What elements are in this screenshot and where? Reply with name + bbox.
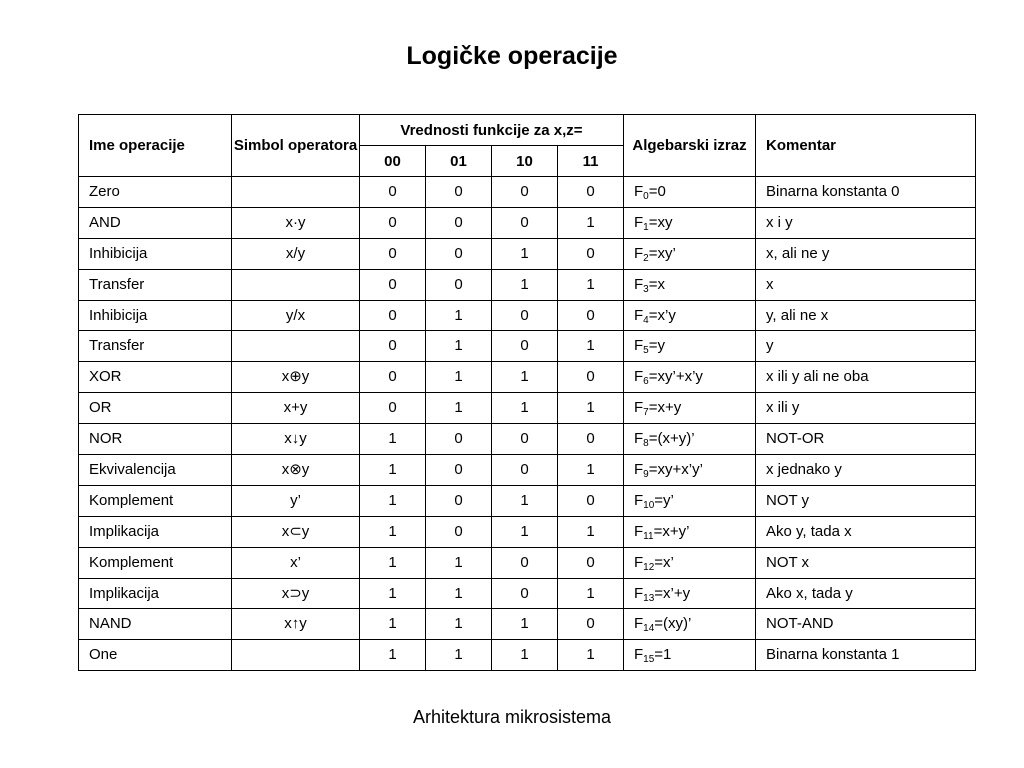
function-expression: =x’ bbox=[654, 553, 674, 571]
header-comment: Komentar bbox=[756, 115, 976, 177]
function-index: 3 bbox=[643, 283, 649, 295]
logic-operations-table bbox=[78, 114, 976, 671]
function-expression: =0 bbox=[648, 182, 666, 200]
cell-operator-symbol: y’ bbox=[232, 485, 360, 516]
cell-algebraic-expression bbox=[624, 269, 756, 300]
function-expression: =x’+y bbox=[654, 584, 691, 602]
cell-operation-name: Ekvivalencija bbox=[79, 455, 232, 486]
function-index: 13 bbox=[643, 592, 655, 604]
table-row bbox=[79, 455, 976, 486]
function-expression: =xy+x’y’ bbox=[648, 460, 703, 478]
cell-function-value: 0 bbox=[558, 300, 624, 331]
cell-function-value: 1 bbox=[558, 269, 624, 300]
table-row bbox=[79, 424, 976, 455]
cell-function-value: 1 bbox=[360, 516, 426, 547]
cell-algebraic-expression bbox=[624, 207, 756, 238]
cell-operator-symbol: x⊕y bbox=[232, 362, 360, 393]
cell-operator-symbol: x’ bbox=[232, 547, 360, 578]
cell-function-value: 0 bbox=[360, 393, 426, 424]
function-index: 14 bbox=[643, 623, 655, 635]
cell-function-value: 0 bbox=[492, 455, 558, 486]
cell-algebraic-expression bbox=[624, 547, 756, 578]
cell-comment: NOT-OR bbox=[756, 424, 976, 455]
cell-function-value: 0 bbox=[360, 300, 426, 331]
cell-function-value: 1 bbox=[492, 269, 558, 300]
cell-function-value: 0 bbox=[492, 547, 558, 578]
cell-operator-symbol: x/y bbox=[232, 238, 360, 269]
cell-comment: Ako x, tada y bbox=[756, 578, 976, 609]
cell-operator-symbol: x⊂y bbox=[232, 516, 360, 547]
cell-operation-name: Implikacija bbox=[79, 578, 232, 609]
cell-comment: Ako y, tada x bbox=[756, 516, 976, 547]
cell-function-value: 1 bbox=[558, 578, 624, 609]
function-letter: F bbox=[634, 337, 644, 355]
cell-function-value: 0 bbox=[492, 207, 558, 238]
table-row bbox=[79, 238, 976, 269]
table-row bbox=[79, 207, 976, 238]
cell-function-value: 0 bbox=[360, 207, 426, 238]
function-index: 10 bbox=[643, 499, 655, 511]
cell-function-value: 1 bbox=[558, 207, 624, 238]
table-row bbox=[79, 516, 976, 547]
cell-operator-symbol bbox=[232, 269, 360, 300]
cell-comment: NOT-AND bbox=[756, 609, 976, 640]
cell-function-value: 0 bbox=[426, 485, 492, 516]
cell-operation-name: NAND bbox=[79, 609, 232, 640]
table-row bbox=[79, 393, 976, 424]
table-body bbox=[79, 177, 976, 671]
function-index: 15 bbox=[643, 654, 655, 666]
cell-function-value: 1 bbox=[426, 331, 492, 362]
cell-operation-name: Inhibicija bbox=[79, 238, 232, 269]
table-row bbox=[79, 640, 976, 671]
cell-operation-name: XOR bbox=[79, 362, 232, 393]
cell-function-value: 0 bbox=[558, 424, 624, 455]
cell-function-value: 1 bbox=[426, 547, 492, 578]
cell-function-value: 0 bbox=[426, 177, 492, 208]
cell-function-value: 0 bbox=[558, 362, 624, 393]
cell-algebraic-expression bbox=[624, 640, 756, 671]
cell-function-value: 1 bbox=[558, 331, 624, 362]
cell-function-value: 0 bbox=[426, 207, 492, 238]
cell-function-value: 1 bbox=[492, 609, 558, 640]
table-row bbox=[79, 485, 976, 516]
function-expression: =y’ bbox=[654, 491, 674, 509]
function-letter: F bbox=[634, 244, 644, 262]
cell-function-value: 1 bbox=[558, 516, 624, 547]
function-index: 0 bbox=[643, 190, 649, 202]
cell-function-value: 1 bbox=[492, 640, 558, 671]
function-letter: F bbox=[634, 399, 644, 417]
cell-algebraic-expression bbox=[624, 516, 756, 547]
function-expression: =(xy)’ bbox=[654, 615, 692, 633]
function-expression: =x+y bbox=[648, 399, 682, 417]
function-expression: =xy’+x’y bbox=[648, 368, 703, 386]
cell-function-value: 1 bbox=[426, 640, 492, 671]
function-index: 2 bbox=[643, 252, 649, 264]
function-expression: =1 bbox=[654, 646, 672, 664]
table-row bbox=[79, 269, 976, 300]
cell-operation-name: Komplement bbox=[79, 485, 232, 516]
cell-algebraic-expression bbox=[624, 238, 756, 269]
cell-operator-symbol: x↑y bbox=[232, 609, 360, 640]
footer-text: Arhitektura mikrosistema bbox=[412, 707, 612, 727]
cell-function-value: 0 bbox=[426, 455, 492, 486]
cell-function-value: 1 bbox=[492, 238, 558, 269]
table-row bbox=[79, 331, 976, 362]
function-expression: =(x+y)’ bbox=[648, 430, 695, 448]
function-expression: =y bbox=[648, 337, 665, 355]
function-letter: F bbox=[634, 182, 644, 200]
function-letter: F bbox=[634, 615, 644, 633]
cell-function-value: 0 bbox=[426, 269, 492, 300]
function-index: 1 bbox=[643, 221, 649, 233]
cell-function-value: 0 bbox=[492, 578, 558, 609]
cell-function-value: 1 bbox=[426, 609, 492, 640]
cell-function-value: 1 bbox=[360, 578, 426, 609]
function-letter: F bbox=[634, 275, 644, 293]
cell-operator-symbol: x⊗y bbox=[232, 455, 360, 486]
cell-comment: y bbox=[756, 331, 976, 362]
cell-comment: x ili y bbox=[756, 393, 976, 424]
cell-comment: x jednako y bbox=[756, 455, 976, 486]
function-letter: F bbox=[634, 306, 644, 324]
function-letter: F bbox=[634, 522, 644, 540]
function-letter: F bbox=[634, 430, 644, 448]
function-letter: F bbox=[634, 460, 644, 478]
cell-function-value: 1 bbox=[426, 300, 492, 331]
cell-function-value: 1 bbox=[492, 393, 558, 424]
cell-operation-name: Transfer bbox=[79, 269, 232, 300]
cell-function-value: 1 bbox=[426, 393, 492, 424]
header-value-10: 10 bbox=[492, 146, 558, 177]
cell-comment: Binarna konstanta 1 bbox=[756, 640, 976, 671]
cell-function-value: 1 bbox=[426, 578, 492, 609]
cell-operation-name: AND bbox=[79, 207, 232, 238]
cell-operator-symbol: x·y bbox=[232, 207, 360, 238]
header-values-group: Vrednosti funkcije za x,z= bbox=[360, 115, 624, 146]
function-expression: =xy’ bbox=[648, 244, 676, 262]
cell-function-value: 0 bbox=[558, 485, 624, 516]
cell-function-value: 1 bbox=[492, 362, 558, 393]
cell-function-value: 1 bbox=[360, 485, 426, 516]
cell-comment: x bbox=[756, 269, 976, 300]
cell-function-value: 1 bbox=[558, 455, 624, 486]
header-algebraic: Algebarski izraz bbox=[624, 115, 756, 177]
cell-algebraic-expression bbox=[624, 300, 756, 331]
function-index: 7 bbox=[643, 407, 649, 419]
cell-function-value: 1 bbox=[360, 609, 426, 640]
header-name: Ime operacije bbox=[79, 115, 232, 177]
table-row bbox=[79, 578, 976, 609]
cell-operation-name: Implikacija bbox=[79, 516, 232, 547]
function-letter: F bbox=[634, 213, 644, 231]
cell-function-value: 0 bbox=[558, 609, 624, 640]
cell-function-value: 0 bbox=[492, 424, 558, 455]
function-index: 12 bbox=[643, 561, 655, 573]
cell-function-value: 0 bbox=[558, 177, 624, 208]
header-symbol: Simbol operatora bbox=[232, 115, 360, 177]
function-letter: F bbox=[634, 491, 644, 509]
function-letter: F bbox=[634, 646, 644, 664]
cell-function-value: 0 bbox=[492, 300, 558, 331]
cell-algebraic-expression bbox=[624, 331, 756, 362]
cell-function-value: 1 bbox=[558, 393, 624, 424]
cell-function-value: 0 bbox=[426, 516, 492, 547]
cell-function-value: 1 bbox=[492, 516, 558, 547]
cell-operation-name: Transfer bbox=[79, 331, 232, 362]
function-letter: F bbox=[634, 553, 644, 571]
cell-function-value: 0 bbox=[360, 238, 426, 269]
cell-function-value: 1 bbox=[492, 485, 558, 516]
cell-function-value: 1 bbox=[558, 640, 624, 671]
function-expression: =x bbox=[648, 275, 665, 293]
table-row bbox=[79, 300, 976, 331]
cell-algebraic-expression bbox=[624, 393, 756, 424]
cell-function-value: 0 bbox=[558, 547, 624, 578]
function-index: 9 bbox=[643, 468, 649, 480]
cell-function-value: 1 bbox=[360, 424, 426, 455]
cell-comment: NOT x bbox=[756, 547, 976, 578]
cell-function-value: 0 bbox=[360, 177, 426, 208]
function-expression: =x’y bbox=[648, 306, 676, 324]
cell-operation-name: OR bbox=[79, 393, 232, 424]
cell-function-value: 0 bbox=[360, 269, 426, 300]
cell-operator-symbol: x⊃y bbox=[232, 578, 360, 609]
cell-function-value: 0 bbox=[492, 177, 558, 208]
cell-function-value: 1 bbox=[360, 640, 426, 671]
function-index: 6 bbox=[643, 376, 649, 388]
cell-operator-symbol: x↓y bbox=[232, 424, 360, 455]
cell-operation-name: NOR bbox=[79, 424, 232, 455]
header-value-00: 00 bbox=[360, 146, 426, 177]
cell-operation-name: Komplement bbox=[79, 547, 232, 578]
function-expression: =x+y’ bbox=[653, 522, 690, 540]
cell-function-value: 0 bbox=[492, 331, 558, 362]
cell-algebraic-expression bbox=[624, 424, 756, 455]
cell-function-value: 1 bbox=[360, 455, 426, 486]
header-value-01: 01 bbox=[426, 146, 492, 177]
cell-comment: Binarna konstanta 0 bbox=[756, 177, 976, 208]
function-letter: F bbox=[634, 368, 644, 386]
function-index: 8 bbox=[643, 438, 649, 450]
cell-algebraic-expression bbox=[624, 455, 756, 486]
cell-function-value: 0 bbox=[558, 238, 624, 269]
cell-comment: x ili y ali ne oba bbox=[756, 362, 976, 393]
cell-function-value: 0 bbox=[426, 238, 492, 269]
cell-algebraic-expression bbox=[624, 177, 756, 208]
cell-function-value: 0 bbox=[360, 331, 426, 362]
function-index: 11 bbox=[643, 530, 654, 542]
cell-operator-symbol bbox=[232, 177, 360, 208]
function-index: 5 bbox=[643, 345, 649, 357]
cell-comment: NOT y bbox=[756, 485, 976, 516]
cell-comment: x i y bbox=[756, 207, 976, 238]
cell-function-value: 1 bbox=[426, 362, 492, 393]
page-title: Logičke operacije bbox=[406, 42, 618, 70]
cell-operator-symbol bbox=[232, 640, 360, 671]
cell-operation-name: Inhibicija bbox=[79, 300, 232, 331]
table-row bbox=[79, 609, 976, 640]
cell-algebraic-expression bbox=[624, 485, 756, 516]
function-letter: F bbox=[634, 584, 644, 602]
header-value-11: 11 bbox=[558, 146, 624, 177]
cell-operation-name: Zero bbox=[79, 177, 232, 208]
table-row bbox=[79, 177, 976, 208]
cell-comment: x, ali ne y bbox=[756, 238, 976, 269]
function-index: 4 bbox=[643, 314, 649, 326]
cell-function-value: 1 bbox=[360, 547, 426, 578]
table-row bbox=[79, 547, 976, 578]
function-expression: =xy bbox=[648, 213, 673, 231]
cell-function-value: 0 bbox=[360, 362, 426, 393]
cell-function-value: 0 bbox=[426, 424, 492, 455]
cell-operator-symbol bbox=[232, 331, 360, 362]
table-row bbox=[79, 362, 976, 393]
cell-operator-symbol: y/x bbox=[232, 300, 360, 331]
cell-algebraic-expression bbox=[624, 362, 756, 393]
cell-operator-symbol: x+y bbox=[232, 393, 360, 424]
cell-algebraic-expression bbox=[624, 609, 756, 640]
cell-comment: y, ali ne x bbox=[756, 300, 976, 331]
cell-operation-name: One bbox=[79, 640, 232, 671]
cell-algebraic-expression bbox=[624, 578, 756, 609]
